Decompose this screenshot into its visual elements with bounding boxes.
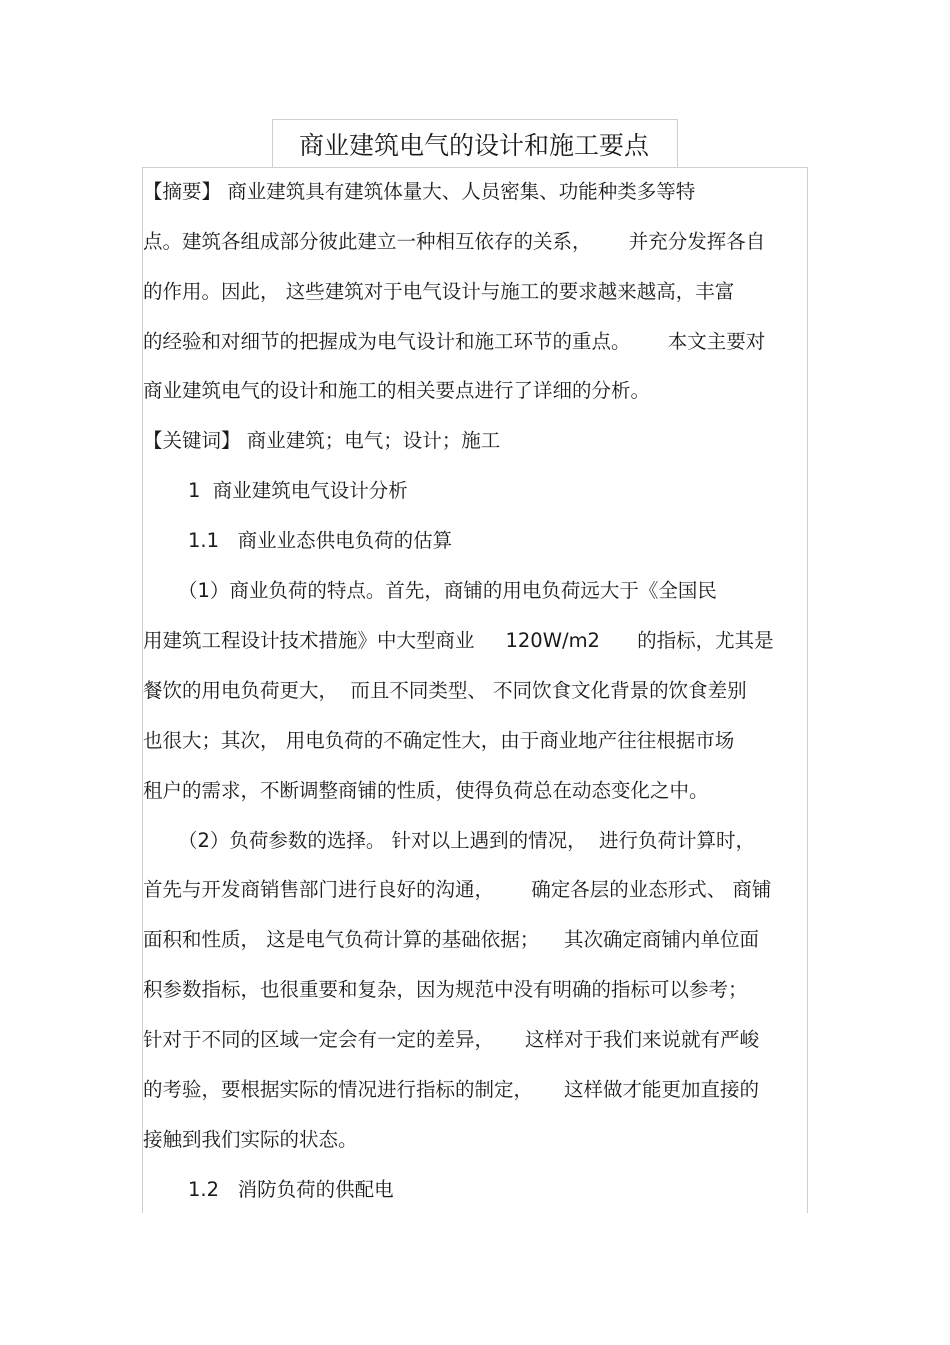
- paragraph-1-line-1: （1）商业负荷的特点。首先，商铺的用电负荷远大于《全国民: [178, 579, 717, 602]
- keywords-line: 【关键词】 商业建筑；电气；设计；施工: [143, 429, 501, 452]
- paragraph-2-line-1: （2）负荷参数的选择。 针对以上遇到的情况， 进行负荷计算时，: [178, 829, 756, 852]
- paragraph-1-line-4: 也很大；其次， 用电负荷的不确定性大，由于商业地产往往根据市场: [143, 729, 735, 752]
- paragraph-1-line-2: 用建筑工程设计技术措施》中大型商业 120W/m2 的指标，尤其是: [143, 629, 774, 652]
- abstract-line-1: 【摘要】 商业建筑具有建筑体量大、人员密集、功能种类多等特: [143, 180, 696, 203]
- paragraph-2-line-2: 首先与开发商销售部门进行良好的沟通， 确定各层的业态形式、 商铺: [143, 878, 772, 901]
- paragraph-2-line-6: 的考验，要根据实际的情况进行指标的制定， 这样做才能更加直接的: [143, 1078, 759, 1101]
- paragraph-2-line-3: 面积和性质， 这是电气负荷计算的基础依据； 其次确定商铺内单位面: [143, 928, 759, 951]
- abstract-line-2: 点。建筑各组成部分彼此建立一种相互依存的关系， 并充分发挥各自: [143, 230, 766, 253]
- paragraph-1-line-3: 餐饮的用电负荷更大， 而且不同类型、 不同饮食文化背景的饮食差别: [143, 679, 747, 702]
- abstract-line-3: 的作用。因此， 这些建筑对于电气设计与施工的要求越来越高，丰富: [143, 280, 735, 303]
- paragraph-2-line-7: 接触到我们实际的状态。: [143, 1128, 358, 1151]
- subsection-heading-1-1: 1.1 商业业态供电负荷的估算: [188, 529, 453, 552]
- document-title: 商业建筑电气的设计和施工要点: [298, 131, 649, 160]
- subsection-heading-1-2: 1.2 消防负荷的供配电: [188, 1178, 394, 1201]
- paragraph-1-line-5: 租户的需求，不断调整商铺的性质，使得负荷总在动态变化之中。: [143, 779, 709, 802]
- abstract-line-4: 的经验和对细节的把握成为电气设计和施工环节的重点。 本文主要对: [143, 330, 766, 353]
- section-heading-1: 1 商业建筑电气设计分析: [188, 479, 408, 502]
- paragraph-2-line-5: 针对于不同的区域一定会有一定的差异， 这样对于我们来说就有严峻: [143, 1028, 759, 1051]
- abstract-line-5: 商业建筑电气的设计和施工的相关要点进行了详细的分析。: [143, 379, 651, 402]
- paragraph-2-line-4: 积参数指标，也很重要和复杂，因为规范中没有明确的指标可以参考；: [143, 978, 748, 1001]
